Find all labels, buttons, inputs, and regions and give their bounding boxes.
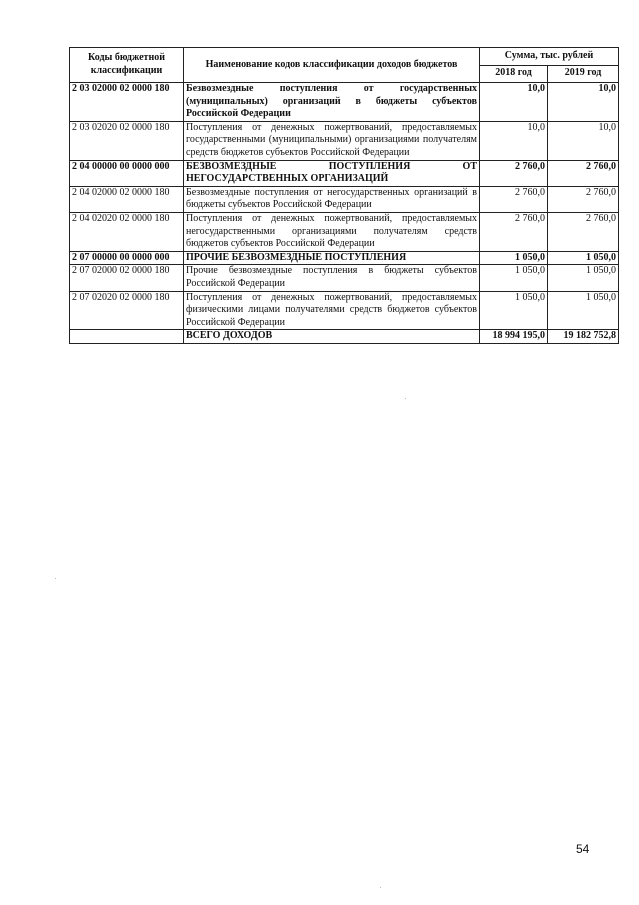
scan-speck bbox=[380, 887, 381, 888]
row-code: 2 04 02000 02 0000 180 bbox=[70, 186, 184, 212]
table-row bbox=[70, 212, 619, 251]
table-row bbox=[70, 121, 619, 160]
row-name: Поступления от денежных пожертвований, предоставляемых физическими лицами получателями средств бюджетов субъектов Российской Федерации bbox=[184, 291, 480, 330]
row-value-2019: 1 050,0 bbox=[548, 251, 619, 265]
header-sum: Сумма, тыс. рублей bbox=[480, 48, 619, 66]
row-code: 2 04 00000 00 0000 000 bbox=[70, 160, 184, 186]
table-row bbox=[70, 186, 619, 212]
row-code: 2 07 02020 02 0000 180 bbox=[70, 291, 184, 330]
row-code: 2 04 02020 02 0000 180 bbox=[70, 212, 184, 251]
row-value-2019: 10,0 bbox=[548, 121, 619, 160]
row-value-2018: 2 760,0 bbox=[480, 160, 548, 186]
total-value-2019: 19 182 752,8 bbox=[548, 330, 619, 344]
page-number: 54 bbox=[576, 842, 590, 856]
row-code: 2 03 02000 02 0000 180 bbox=[70, 83, 184, 122]
total-code-empty bbox=[70, 330, 184, 344]
row-value-2018: 2 760,0 bbox=[480, 186, 548, 212]
row-code: 2 03 02020 02 0000 180 bbox=[70, 121, 184, 160]
row-value-2019: 2 760,0 bbox=[548, 160, 619, 186]
revenue-table bbox=[69, 47, 619, 344]
total-label: ВСЕГО ДОХОДОВ bbox=[184, 330, 480, 344]
row-value-2018: 10,0 bbox=[480, 121, 548, 160]
row-name: БЕЗВОЗМЕЗДНЫЕ ПОСТУПЛЕНИЯ ОТ НЕГОСУДАРСТВЕННЫХ ОРГАНИЗАЦИЙ bbox=[184, 160, 480, 186]
total-value-2018: 18 994 195,0 bbox=[480, 330, 548, 344]
row-value-2018: 1 050,0 bbox=[480, 291, 548, 330]
row-name: Безвозмездные поступления от государственных (муниципальных) организаций в бюджеты субъектов Российской Федерации bbox=[184, 83, 480, 122]
row-code: 2 07 02000 02 0000 180 bbox=[70, 265, 184, 291]
row-value-2018: 1 050,0 bbox=[480, 265, 548, 291]
scan-speck bbox=[405, 398, 406, 399]
table-row bbox=[70, 83, 619, 122]
row-value-2019: 10,0 bbox=[548, 83, 619, 122]
header-year-2019: 2019 год bbox=[548, 65, 619, 83]
row-value-2019: 2 760,0 bbox=[548, 186, 619, 212]
table-row bbox=[70, 291, 619, 330]
total-row bbox=[70, 330, 619, 344]
row-name: Прочие безвозмездные поступления в бюджеты субъектов Российской Федерации bbox=[184, 265, 480, 291]
row-value-2018: 10,0 bbox=[480, 83, 548, 122]
row-name: Безвозмездные поступления от негосударственных организаций в бюджеты субъектов Российской Федерации bbox=[184, 186, 480, 212]
row-name: Поступления от денежных пожертвований, предоставляемых негосударственными организациями получателям средств бюджетов субъектов Российской Федерации bbox=[184, 212, 480, 251]
table-row bbox=[70, 251, 619, 265]
table-row bbox=[70, 265, 619, 291]
row-value-2019: 1 050,0 bbox=[548, 265, 619, 291]
row-name: ПРОЧИЕ БЕЗВОЗМЕЗДНЫЕ ПОСТУПЛЕНИЯ bbox=[184, 251, 480, 265]
row-value-2018: 2 760,0 bbox=[480, 212, 548, 251]
row-name: Поступления от денежных пожертвований, предоставляемых государственными (муниципальными) организациями получателям средств бюджетов субъектов Российской Федерации bbox=[184, 121, 480, 160]
table-row bbox=[70, 160, 619, 186]
header-name: Наименование кодов классификации доходов бюджетов bbox=[184, 48, 480, 83]
header-year-2018: 2018 год bbox=[480, 65, 548, 83]
scan-speck bbox=[55, 578, 56, 579]
header-codes: Коды бюджетной классификации bbox=[70, 48, 184, 83]
row-code: 2 07 00000 00 0000 000 bbox=[70, 251, 184, 265]
row-value-2019: 2 760,0 bbox=[548, 212, 619, 251]
row-value-2019: 1 050,0 bbox=[548, 291, 619, 330]
row-value-2018: 1 050,0 bbox=[480, 251, 548, 265]
